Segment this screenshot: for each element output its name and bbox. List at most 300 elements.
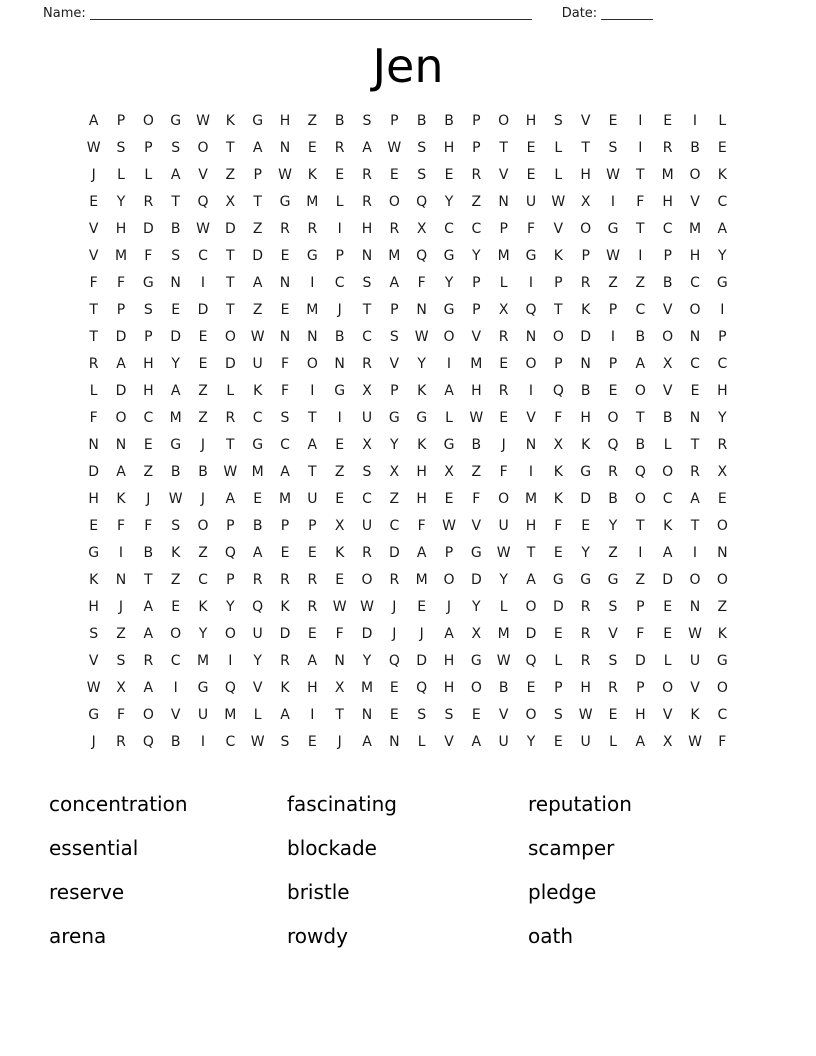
grid-letter: V (662, 383, 673, 399)
grid-letter: G (580, 572, 592, 588)
grid-letter: A (170, 383, 181, 399)
grid-letter: S (171, 248, 181, 264)
grid-letter: R (471, 167, 482, 183)
grid-letter: Z (198, 410, 208, 426)
grid-letter: B (471, 437, 482, 453)
grid-letter: N (279, 140, 291, 156)
grid-letter: U (580, 734, 591, 750)
grid-letter: H (580, 167, 591, 183)
grid-letter: Q (525, 653, 537, 669)
grid-letter: E (417, 599, 427, 615)
grid-letter: K (225, 113, 235, 129)
grid-letter: B (580, 383, 591, 399)
grid-letter: N (307, 329, 318, 345)
grid-letter: X (498, 302, 509, 318)
grid-letter: V (471, 329, 482, 345)
grid-letter: O (197, 518, 209, 534)
grid-letter: O (142, 113, 154, 129)
word-item: blockade (287, 836, 377, 860)
grid-letter: T (171, 194, 180, 210)
grid-letter: Z (225, 167, 236, 183)
grid-letter: I (528, 464, 534, 480)
grid-letter: S (444, 707, 454, 723)
grid-letter: H (88, 599, 99, 615)
grid-letter: B (416, 113, 427, 129)
grid-letter: F (116, 275, 126, 291)
grid-letter: P (144, 329, 153, 345)
grid-letter: N (115, 572, 127, 588)
grid-letter: H (115, 221, 127, 237)
grid-row (80, 648, 736, 675)
grid-letter: Z (608, 545, 618, 561)
grid-letter: Z (170, 572, 181, 588)
grid-letter: O (525, 356, 537, 372)
grid-letter: N (717, 545, 728, 561)
grid-letter: P (636, 599, 645, 615)
grid-letter: C (280, 437, 290, 453)
grid-letter: T (581, 140, 590, 156)
grid-letter: P (308, 518, 317, 534)
grid-letter: A (252, 140, 263, 156)
grid-letter: W (496, 653, 511, 669)
grid-letter: D (88, 464, 100, 480)
grid-letter: P (472, 302, 481, 318)
grid-letter: I (310, 275, 315, 291)
grid-letter: S (389, 329, 399, 345)
grid-letter: Q (252, 599, 264, 615)
grid-letter: W (496, 545, 511, 561)
grid-letter: B (170, 734, 181, 750)
grid-letter: G (416, 410, 428, 426)
grid-letter: F (144, 248, 153, 264)
grid-letter: T (690, 437, 700, 453)
grid-letter: X (444, 464, 454, 480)
grid-letter: Y (198, 626, 208, 642)
grid-letter: K (253, 383, 263, 399)
grid-letter: P (335, 248, 344, 264)
grid-letter: R (252, 572, 263, 588)
grid-letter: H (471, 383, 482, 399)
grid-letter: E (553, 626, 563, 642)
grid-letter: E (89, 518, 99, 534)
grid-letter: U (525, 194, 537, 210)
grid-letter: J (446, 599, 452, 615)
grid-letter: L (144, 167, 153, 183)
grid-letter: P (472, 113, 481, 129)
grid-letter: O (306, 356, 318, 372)
grid-letter: S (608, 653, 618, 669)
grid-letter: Y (417, 356, 426, 372)
grid-letter: T (308, 464, 317, 480)
grid-letter: A (471, 734, 482, 750)
grid-letter: A (635, 734, 646, 750)
grid-letter: E (581, 518, 591, 534)
letter-grid (80, 108, 736, 756)
grid-letter: N (361, 707, 373, 723)
grid-letter: O (662, 329, 674, 345)
grid-letter: V (690, 194, 700, 210)
grid-letter: W (469, 410, 484, 426)
grid-letter: Y (444, 194, 454, 210)
grid-letter: I (720, 302, 725, 318)
grid-row (80, 540, 736, 567)
grid-letter: Q (416, 680, 428, 696)
grid-letter: Z (143, 464, 154, 480)
grid-letter: R (389, 221, 400, 237)
grid-letter: P (718, 329, 727, 345)
grid-letter: G (170, 113, 182, 129)
grid-letter: U (307, 491, 318, 507)
grid-letter: L (445, 410, 453, 426)
grid-letter: Y (171, 356, 180, 372)
grid-letter: O (689, 302, 701, 318)
grid-letter: E (335, 167, 345, 183)
grid-letter: A (280, 707, 290, 723)
grid-letter: X (225, 194, 236, 210)
grid-letter: T (636, 167, 645, 183)
grid-letter: Q (224, 680, 236, 696)
grid-letter: G (443, 437, 455, 453)
grid-row (80, 351, 736, 378)
grid-letter: R (307, 572, 318, 588)
grid-letter: D (115, 329, 127, 345)
grid-letter: J (419, 626, 424, 642)
word-list-column (287, 782, 528, 958)
grid-letter: N (361, 248, 373, 264)
grid-letter: M (306, 302, 319, 318)
grid-letter: E (526, 167, 536, 183)
grid-letter: H (143, 383, 154, 399)
grid-letter: O (662, 680, 674, 696)
grid-letter: E (198, 329, 208, 345)
grid-letter: H (443, 680, 455, 696)
grid-letter: I (118, 545, 124, 561)
grid-letter: N (689, 410, 701, 426)
grid-letter: Z (307, 113, 318, 129)
grid-letter: C (690, 275, 700, 291)
grid-letter: W (442, 518, 456, 534)
grid-letter: G (252, 113, 264, 129)
grid-letter: L (117, 167, 125, 183)
grid-letter: R (280, 572, 290, 588)
grid-letter: K (417, 437, 427, 453)
grid-letter: I (310, 707, 315, 723)
grid-letter: T (636, 221, 645, 237)
grid-letter: V (580, 113, 591, 129)
grid-letter: E (280, 302, 290, 318)
grid-letter: E (389, 707, 399, 723)
grid-letter: B (252, 518, 263, 534)
grid-letter: E (335, 572, 345, 588)
grid-letter: W (414, 329, 429, 345)
grid-letter: G (197, 680, 209, 696)
grid-letter: B (170, 464, 181, 480)
grid-letter: Z (471, 194, 482, 210)
grid-letter: G (252, 437, 264, 453)
grid-letter: L (554, 653, 563, 669)
grid-row (80, 594, 736, 621)
grid-letter: T (89, 329, 98, 345)
grid-letter: A (307, 437, 318, 453)
grid-letter: I (610, 329, 616, 345)
grid-letter: Y (253, 653, 262, 669)
grid-letter: E (389, 167, 399, 183)
grid-row (80, 108, 736, 135)
grid-letter: A (252, 275, 263, 291)
grid-letter: M (251, 464, 264, 480)
grid-letter: E (608, 113, 618, 129)
grid-letter: O (716, 518, 728, 534)
grid-letter: K (198, 599, 208, 615)
grid-letter: R (307, 599, 318, 615)
grid-letter: S (417, 707, 427, 723)
grid-letter: N (279, 329, 291, 345)
grid-letter: J (392, 599, 397, 615)
grid-letter: S (116, 140, 126, 156)
grid-letter: X (416, 221, 427, 237)
grid-letter: U (498, 734, 509, 750)
grid-letter: K (581, 302, 591, 318)
grid-letter: N (580, 356, 591, 372)
grid-letter: S (608, 140, 618, 156)
grid-letter: P (116, 113, 126, 129)
grid-letter: A (444, 626, 454, 642)
grid-letter: G (470, 653, 482, 669)
grid-letter: D (552, 599, 564, 615)
grid-letter: T (499, 140, 508, 156)
puzzle-title: Jen (372, 39, 444, 93)
grid-letter: Z (198, 383, 208, 399)
grid-letter: X (362, 383, 372, 399)
grid-letter: Z (608, 275, 618, 291)
grid-letter: P (390, 302, 399, 318)
grid-letter: H (443, 140, 455, 156)
grid-letter: I (310, 383, 315, 399)
grid-letter: D (525, 626, 537, 642)
grid-letter: G (443, 302, 455, 318)
grid-letter: K (553, 248, 563, 264)
grid-letter: Y (718, 410, 727, 426)
grid-letter: H (635, 707, 646, 723)
grid-letter: W (606, 248, 620, 264)
grid-letter: R (580, 275, 591, 291)
grid-letter: I (610, 194, 616, 210)
grid-letter: V (471, 518, 482, 534)
grid-letter: G (716, 275, 728, 291)
grid-letter: E (471, 707, 481, 723)
grid-letter: R (362, 194, 372, 210)
grid-letter: D (662, 572, 674, 588)
grid-letter: G (88, 545, 100, 561)
grid-letter: Y (116, 194, 126, 210)
grid-letter: H (88, 491, 99, 507)
grid-letter: R (280, 221, 290, 237)
grid-row (80, 621, 736, 648)
grid-letter: I (228, 653, 233, 669)
grid-row (80, 486, 736, 513)
grid-letter: R (143, 653, 154, 669)
grid-letter: E (307, 626, 317, 642)
grid-letter: E (389, 680, 399, 696)
grid-letter: K (171, 545, 181, 561)
grid-letter: T (144, 572, 153, 588)
grid-letter: A (717, 221, 728, 237)
grid-letter: R (362, 167, 372, 183)
grid-letter: L (663, 653, 672, 669)
grid-letter: O (443, 329, 455, 345)
grid-letter: V (198, 167, 208, 183)
grid-letter: P (472, 275, 481, 291)
grid-letter: A (143, 599, 154, 615)
grid-letter: F (417, 518, 426, 534)
grid-letter: Z (334, 464, 345, 480)
grid-letter: O (716, 680, 728, 696)
grid-letter: E (663, 626, 673, 642)
grid-letter: M (388, 248, 401, 264)
grid-letter: U (361, 518, 373, 534)
grid-letter: U (197, 707, 209, 723)
grid-letter: G (334, 383, 346, 399)
grid-letter: D (580, 491, 592, 507)
grid-letter: D (224, 356, 236, 372)
grid-letter: E (499, 356, 509, 372)
grid-letter: I (200, 275, 206, 291)
grid-letter: H (443, 653, 455, 669)
grid-letter: O (170, 626, 182, 642)
grid-letter: H (580, 410, 591, 426)
grid-letter: R (580, 599, 591, 615)
grid-letter: B (662, 410, 673, 426)
grid-letter: F (554, 410, 563, 426)
grid-letter: J (200, 437, 206, 453)
grid-row (80, 729, 736, 756)
grid-letter: D (197, 302, 209, 318)
grid-letter: E (444, 491, 454, 507)
grid-letter: T (554, 302, 563, 318)
grid-letter: R (580, 653, 591, 669)
grid-letter: G (525, 248, 537, 264)
grid-letter: D (279, 626, 291, 642)
grid-letter: B (498, 680, 509, 696)
grid-letter: A (362, 140, 372, 156)
grid-letter: G (470, 545, 482, 561)
grid-letter: P (663, 248, 672, 264)
grid-letter: L (253, 707, 262, 723)
grid-row (80, 405, 736, 432)
grid-letter: I (337, 221, 342, 237)
grid-letter: R (334, 140, 345, 156)
grid-letter: I (638, 248, 643, 264)
grid-letter: C (717, 707, 728, 723)
grid-letter: S (362, 275, 372, 291)
grid-letter: C (662, 491, 673, 507)
grid-letter: K (307, 167, 317, 183)
grid-letter: W (86, 140, 101, 156)
name-label: Name: (43, 6, 86, 21)
grid-letter: A (526, 572, 536, 588)
grid-letter: C (471, 221, 482, 237)
grid-row (80, 324, 736, 351)
grid-letter: L (499, 275, 508, 291)
grid-letter: A (389, 275, 400, 291)
grid-letter: R (389, 572, 400, 588)
grid-letter: D (361, 626, 373, 642)
grid-letter: Q (416, 194, 428, 210)
grid-letter: R (225, 410, 236, 426)
grid-letter: M (415, 572, 428, 588)
grid-letter: E (663, 599, 673, 615)
grid-letter: I (638, 113, 643, 129)
word-item: pledge (528, 880, 597, 904)
grid-letter: B (662, 275, 673, 291)
grid-letter: A (280, 464, 290, 480)
grid-row (80, 270, 736, 297)
grid-letter: K (89, 572, 99, 588)
grid-letter: K (417, 383, 427, 399)
date-label: Date: (561, 6, 598, 21)
grid-letter: E (307, 734, 317, 750)
grid-letter: S (417, 167, 427, 183)
grid-letter: J (501, 437, 506, 453)
grid-letter: H (717, 383, 728, 399)
grid-letter: V (88, 248, 99, 264)
grid-letter: M (360, 680, 374, 696)
grid-letter: O (498, 113, 510, 129)
grid-letter: M (278, 491, 292, 507)
grid-letter: Y (499, 572, 508, 588)
grid-letter: V (444, 734, 454, 750)
grid-letter: X (580, 194, 591, 210)
grid-letter: O (388, 194, 400, 210)
grid-letter: S (143, 302, 153, 318)
grid-letter: E (198, 356, 208, 372)
grid-letter: S (362, 464, 372, 480)
grid-letter: C (252, 410, 263, 426)
grid-letter: O (634, 383, 646, 399)
grid-letter: K (116, 491, 126, 507)
grid-letter: P (226, 518, 235, 534)
grid-letter: B (635, 329, 646, 345)
grid-letter: I (692, 113, 698, 129)
word-item: arena (49, 924, 107, 948)
grid-letter: D (115, 383, 127, 399)
grid-letter: M (497, 626, 510, 642)
grid-letter: E (89, 194, 99, 210)
grid-letter: I (638, 140, 643, 156)
grid-letter: O (197, 140, 209, 156)
grid-letter: A (170, 167, 181, 183)
grid-letter: O (443, 572, 455, 588)
grid-letter: S (89, 626, 99, 642)
grid-row (80, 243, 736, 270)
grid-letter: Y (226, 599, 235, 615)
grid-letter: J (118, 599, 124, 615)
grid-letter: N (334, 356, 345, 372)
grid-row (80, 459, 736, 486)
grid-letter: Z (252, 221, 263, 237)
grid-letter: P (226, 572, 235, 588)
grid-letter: I (528, 383, 534, 399)
grid-letter: F (89, 275, 98, 291)
grid-letter: P (581, 248, 590, 264)
grid-letter: D (580, 329, 592, 345)
grid-letter: D (470, 572, 482, 588)
grid-letter: Y (718, 248, 727, 264)
grid-letter: C (635, 302, 646, 318)
grid-letter: C (717, 356, 728, 372)
grid-letter: X (334, 518, 345, 534)
grid-letter: T (89, 302, 98, 318)
